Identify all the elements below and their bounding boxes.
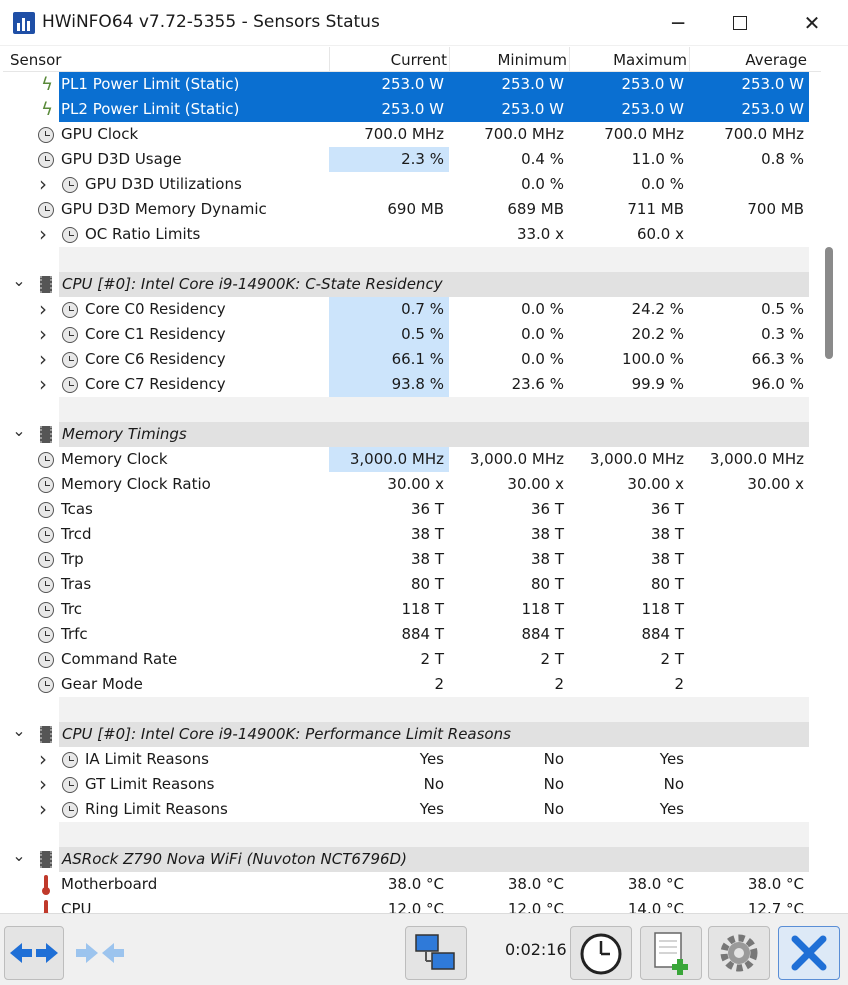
sensor-label: GPU Clock bbox=[61, 125, 139, 143]
clock-icon bbox=[38, 627, 54, 643]
clock-icon bbox=[38, 477, 54, 493]
maximum-value: 80 T bbox=[650, 575, 684, 593]
clock-icon bbox=[38, 152, 54, 168]
current-value: Yes bbox=[419, 800, 444, 818]
column-header-current[interactable]: Current bbox=[390, 51, 447, 69]
average-value: 0.3 % bbox=[761, 325, 804, 343]
sensor-group-header[interactable] bbox=[3, 722, 821, 747]
minimum-value: 38 T bbox=[530, 550, 564, 568]
minimum-value: 0.0 % bbox=[521, 350, 564, 368]
expand-chevron-icon[interactable]: › bbox=[39, 222, 47, 246]
close-x-icon bbox=[789, 933, 829, 973]
expand-chevron-icon[interactable]: › bbox=[39, 747, 47, 771]
average-value: 96.0 % bbox=[751, 375, 804, 393]
minimum-value: 0.0 % bbox=[521, 325, 564, 343]
current-value: 12.0 °C bbox=[387, 900, 444, 913]
column-header-maximum[interactable]: Maximum bbox=[613, 51, 687, 69]
maximum-value: 38.0 °C bbox=[627, 875, 684, 893]
clock-icon bbox=[62, 302, 78, 318]
expand-chevron-icon[interactable]: › bbox=[39, 297, 47, 321]
sensor-group-header[interactable] bbox=[3, 422, 821, 447]
clock-icon bbox=[38, 127, 54, 143]
sensor-label: Core C6 Residency bbox=[85, 350, 226, 368]
sensor-row[interactable] bbox=[3, 497, 821, 522]
close-icon: ✕ bbox=[803, 11, 821, 35]
sensor-row[interactable] bbox=[3, 347, 821, 372]
maximize-icon bbox=[733, 16, 747, 30]
sensor-label: CPU bbox=[61, 900, 92, 913]
sensor-label: Trcd bbox=[61, 525, 92, 543]
chip-icon bbox=[40, 851, 52, 868]
sensor-label: GPU D3D Usage bbox=[61, 150, 182, 168]
spacer-row bbox=[3, 247, 821, 272]
average-value bbox=[689, 522, 809, 547]
minimum-value: 0.0 % bbox=[521, 300, 564, 318]
sensor-row[interactable] bbox=[3, 297, 821, 322]
average-value: 30.00 x bbox=[747, 475, 804, 493]
sensor-row[interactable] bbox=[3, 172, 821, 197]
converge-arrows-icon bbox=[74, 938, 126, 968]
sensor-label: PL1 Power Limit (Static) bbox=[61, 75, 240, 93]
sensor-row[interactable] bbox=[3, 197, 821, 222]
sensor-row[interactable] bbox=[3, 222, 821, 247]
column-header-average[interactable]: Average bbox=[745, 51, 807, 69]
clock-icon bbox=[62, 352, 78, 368]
minimum-value: No bbox=[543, 750, 564, 768]
sensor-label: Tras bbox=[61, 575, 92, 593]
minimum-value: 884 T bbox=[521, 625, 564, 643]
sensor-label: Trfc bbox=[61, 625, 88, 643]
average-value bbox=[689, 797, 809, 822]
maximum-value: 253.0 W bbox=[621, 100, 684, 118]
average-value bbox=[689, 772, 809, 797]
average-value: 12.7 °C bbox=[747, 900, 804, 913]
average-value bbox=[689, 672, 809, 697]
minimum-value: 2 bbox=[554, 675, 564, 693]
minimum-value: 33.0 x bbox=[516, 225, 564, 243]
clock-icon bbox=[62, 777, 78, 793]
title-bar bbox=[0, 0, 848, 46]
close-window-button[interactable] bbox=[782, 0, 842, 46]
average-value: 700.0 MHz bbox=[724, 125, 804, 143]
sensor-row[interactable] bbox=[3, 472, 821, 497]
current-value: 36 T bbox=[410, 500, 444, 518]
sensor-label: Core C0 Residency bbox=[85, 300, 226, 318]
maximum-value: 60.0 x bbox=[636, 225, 684, 243]
average-value: 0.8 % bbox=[761, 150, 804, 168]
minimum-value: 23.6 % bbox=[511, 375, 564, 393]
average-value: 0.5 % bbox=[761, 300, 804, 318]
column-header-minimum[interactable]: Minimum bbox=[497, 51, 567, 69]
sensor-row[interactable] bbox=[3, 597, 821, 622]
sensor-row[interactable] bbox=[3, 547, 821, 572]
current-value: 2 bbox=[434, 675, 444, 693]
average-value bbox=[689, 547, 809, 572]
current-value: 0.7 % bbox=[329, 297, 449, 322]
minimum-value: 38 T bbox=[530, 525, 564, 543]
settings-button[interactable] bbox=[708, 926, 770, 980]
sensor-row[interactable] bbox=[3, 897, 821, 913]
vertical-scrollbar[interactable] bbox=[822, 47, 836, 913]
add-log-file-icon bbox=[649, 929, 693, 977]
sensor-label: OC Ratio Limits bbox=[85, 225, 201, 243]
maximum-value: 100.0 % bbox=[622, 350, 684, 368]
expand-chevron-icon[interactable]: › bbox=[39, 372, 47, 396]
maximum-value: 14.0 °C bbox=[627, 900, 684, 913]
thermometer-icon bbox=[41, 900, 51, 913]
current-value: 30.00 x bbox=[387, 475, 444, 493]
maximum-value: 711 MB bbox=[627, 200, 684, 218]
navigate-left-right-button[interactable] bbox=[4, 926, 64, 980]
maximum-value: 253.0 W bbox=[621, 75, 684, 93]
clock-icon bbox=[38, 652, 54, 668]
sensor-row[interactable] bbox=[3, 447, 821, 472]
sensor-label: Gear Mode bbox=[61, 675, 143, 693]
network-computers-icon bbox=[412, 931, 460, 975]
maximum-value: 700.0 MHz bbox=[604, 125, 684, 143]
clock-icon bbox=[38, 552, 54, 568]
sensor-label: Memory Clock Ratio bbox=[61, 475, 211, 493]
chip-icon bbox=[40, 276, 52, 293]
sensor-label: Core C1 Residency bbox=[85, 325, 226, 343]
current-value: No bbox=[423, 775, 444, 793]
minimum-value: No bbox=[543, 775, 564, 793]
minimum-value: 3,000.0 MHz bbox=[469, 450, 564, 468]
current-value: 38 T bbox=[410, 525, 444, 543]
sensor-label: Trc bbox=[61, 600, 83, 618]
average-value bbox=[689, 497, 809, 522]
current-value bbox=[329, 172, 449, 197]
close-sensors-button[interactable] bbox=[778, 926, 840, 980]
sensor-label: GPU D3D Memory Dynamic bbox=[61, 200, 267, 218]
minimum-value: 0.4 % bbox=[521, 150, 564, 168]
maximum-value: 38 T bbox=[650, 550, 684, 568]
sensor-group-header[interactable] bbox=[3, 272, 821, 297]
clock-icon bbox=[38, 577, 54, 593]
expand-chevron-icon[interactable]: › bbox=[39, 322, 47, 346]
bottom-toolbar bbox=[0, 913, 848, 985]
current-value: 0.5 % bbox=[329, 322, 449, 347]
clock-icon bbox=[62, 752, 78, 768]
maximum-value: 11.0 % bbox=[631, 150, 684, 168]
sensor-label: Ring Limit Reasons bbox=[85, 800, 228, 818]
column-header-row bbox=[3, 47, 821, 72]
current-value: 2.3 % bbox=[329, 147, 449, 172]
minimum-value: 12.0 °C bbox=[507, 900, 564, 913]
window-title: HWiNFO64 v7.72-5355 - Sensors Status bbox=[42, 12, 380, 32]
gear-icon bbox=[716, 930, 762, 976]
sensor-row[interactable] bbox=[3, 772, 821, 797]
elapsed-timer: 0:02:16 bbox=[505, 940, 567, 959]
current-value: Yes bbox=[419, 750, 444, 768]
average-value bbox=[689, 572, 809, 597]
current-value: 38.0 °C bbox=[387, 875, 444, 893]
current-value: 253.0 W bbox=[381, 75, 444, 93]
maximum-value: No bbox=[663, 775, 684, 793]
maximum-value: 2 T bbox=[660, 650, 684, 668]
sensor-label: Motherboard bbox=[61, 875, 158, 893]
average-value bbox=[689, 747, 809, 772]
bolt-icon: ϟ bbox=[41, 99, 53, 120]
sensor-row[interactable] bbox=[3, 97, 821, 122]
chip-icon bbox=[40, 726, 52, 743]
collapse-chevron-icon[interactable]: ⌄ bbox=[12, 421, 26, 440]
minimum-value: 689 MB bbox=[507, 200, 564, 218]
maximum-value: 884 T bbox=[641, 625, 684, 643]
collapse-chevron-icon[interactable]: ⌄ bbox=[12, 721, 26, 740]
sensor-row[interactable] bbox=[3, 797, 821, 822]
minimize-button[interactable] bbox=[648, 0, 708, 46]
current-value: 66.1 % bbox=[329, 347, 449, 372]
stopwatch-icon bbox=[577, 929, 625, 977]
current-value: 253.0 W bbox=[381, 100, 444, 118]
sensor-row[interactable] bbox=[3, 622, 821, 647]
sensor-table[interactable] bbox=[3, 47, 821, 913]
sensor-label: Trp bbox=[61, 550, 84, 568]
current-value: 118 T bbox=[401, 600, 444, 618]
average-value bbox=[689, 622, 809, 647]
maximum-value: Yes bbox=[659, 800, 684, 818]
minimum-value: 253.0 W bbox=[501, 100, 564, 118]
current-value: 3,000.0 MHz bbox=[329, 447, 449, 472]
maximum-value: 36 T bbox=[650, 500, 684, 518]
collapse-chevron-icon[interactable]: ⌄ bbox=[12, 846, 26, 865]
sensor-row[interactable] bbox=[3, 122, 821, 147]
spacer-row bbox=[3, 397, 821, 422]
minimum-value: 253.0 W bbox=[501, 75, 564, 93]
double-arrow-icon bbox=[8, 938, 60, 968]
spacer-row bbox=[3, 822, 821, 847]
clock-icon bbox=[62, 177, 78, 193]
maximize-button[interactable] bbox=[710, 0, 770, 46]
clock-icon bbox=[62, 327, 78, 343]
sensor-label: PL2 Power Limit (Static) bbox=[61, 100, 240, 118]
group-label: CPU [#0]: Intel Core i9-14900K: Performance Limit Reasons bbox=[62, 725, 511, 743]
sensor-row[interactable] bbox=[3, 672, 821, 697]
sensor-row[interactable] bbox=[3, 747, 821, 772]
minimum-value: 36 T bbox=[530, 500, 564, 518]
current-value: 884 T bbox=[401, 625, 444, 643]
minimum-value: 700.0 MHz bbox=[484, 125, 564, 143]
minimum-value: 118 T bbox=[521, 600, 564, 618]
average-value: 3,000.0 MHz bbox=[709, 450, 804, 468]
maximum-value: Yes bbox=[659, 750, 684, 768]
sensor-row[interactable] bbox=[3, 372, 821, 397]
clock-icon bbox=[38, 677, 54, 693]
current-value: 93.8 % bbox=[329, 372, 449, 397]
maximum-value: 24.2 % bbox=[631, 300, 684, 318]
hwinfo-app-icon bbox=[13, 12, 35, 34]
clock-icon bbox=[38, 202, 54, 218]
sensor-row[interactable] bbox=[3, 522, 821, 547]
clock-icon bbox=[62, 802, 78, 818]
sensor-label: Memory Clock bbox=[61, 450, 168, 468]
clock-icon bbox=[38, 452, 54, 468]
minimum-value: No bbox=[543, 800, 564, 818]
maximum-value: 0.0 % bbox=[641, 175, 684, 193]
sensor-row[interactable] bbox=[3, 72, 821, 97]
average-value bbox=[689, 222, 809, 247]
average-value bbox=[689, 172, 809, 197]
sensor-row[interactable] bbox=[3, 872, 821, 897]
current-value: 38 T bbox=[410, 550, 444, 568]
scrollbar-thumb[interactable] bbox=[825, 247, 833, 359]
reset-timer-button[interactable] bbox=[570, 926, 632, 980]
average-value bbox=[689, 647, 809, 672]
minimum-value: 30.00 x bbox=[507, 475, 564, 493]
bolt-icon: ϟ bbox=[41, 74, 53, 95]
average-value bbox=[689, 597, 809, 622]
clock-icon bbox=[62, 227, 78, 243]
minimum-value: 0.0 % bbox=[521, 175, 564, 193]
clock-icon bbox=[38, 502, 54, 518]
minimize-icon: ─ bbox=[671, 11, 685, 35]
clock-icon bbox=[62, 377, 78, 393]
average-value: 253.0 W bbox=[741, 100, 804, 118]
expand-chevron-icon[interactable]: › bbox=[39, 772, 47, 796]
current-value: 700.0 MHz bbox=[364, 125, 444, 143]
sensor-label: GPU D3D Utilizations bbox=[85, 175, 242, 193]
expand-chevron-icon[interactable]: › bbox=[39, 797, 47, 821]
collapse-arrows-button[interactable] bbox=[70, 926, 130, 980]
sensor-row[interactable] bbox=[3, 572, 821, 597]
sensor-row[interactable] bbox=[3, 147, 821, 172]
maximum-value: 2 bbox=[674, 675, 684, 693]
network-button[interactable] bbox=[405, 926, 467, 980]
group-label: ASRock Z790 Nova WiFi (Nuvoton NCT6796D) bbox=[62, 850, 407, 868]
chip-icon bbox=[40, 426, 52, 443]
minimum-value: 2 T bbox=[540, 650, 564, 668]
average-value: 700 MB bbox=[747, 200, 804, 218]
clock-icon bbox=[38, 602, 54, 618]
maximum-value: 38 T bbox=[650, 525, 684, 543]
group-label: Memory Timings bbox=[62, 425, 187, 443]
sensor-label: Core C7 Residency bbox=[85, 375, 226, 393]
average-value: 38.0 °C bbox=[747, 875, 804, 893]
sensor-label: Command Rate bbox=[61, 650, 178, 668]
average-value: 66.3 % bbox=[751, 350, 804, 368]
logging-button[interactable] bbox=[640, 926, 702, 980]
sensor-label: IA Limit Reasons bbox=[85, 750, 209, 768]
sensor-row[interactable] bbox=[3, 322, 821, 347]
spacer-row bbox=[3, 697, 821, 722]
sensor-label: GT Limit Reasons bbox=[85, 775, 215, 793]
current-value: 80 T bbox=[410, 575, 444, 593]
expand-chevron-icon[interactable]: › bbox=[39, 347, 47, 371]
sensor-label: Tcas bbox=[61, 500, 93, 518]
maximum-value: 30.00 x bbox=[627, 475, 684, 493]
column-header-sensor[interactable]: Sensor bbox=[10, 51, 62, 69]
sensor-rows bbox=[3, 72, 821, 913]
minimum-value: 80 T bbox=[530, 575, 564, 593]
maximum-value: 3,000.0 MHz bbox=[589, 450, 684, 468]
sensor-group-header[interactable] bbox=[3, 847, 821, 872]
average-value: 253.0 W bbox=[741, 75, 804, 93]
sensor-row[interactable] bbox=[3, 647, 821, 672]
thermometer-icon bbox=[41, 875, 51, 895]
current-value bbox=[329, 222, 449, 247]
current-value: 2 T bbox=[420, 650, 444, 668]
clock-icon bbox=[38, 527, 54, 543]
maximum-value: 20.2 % bbox=[631, 325, 684, 343]
expand-chevron-icon[interactable]: › bbox=[39, 172, 47, 196]
minimum-value: 38.0 °C bbox=[507, 875, 564, 893]
maximum-value: 99.9 % bbox=[631, 375, 684, 393]
current-value: 690 MB bbox=[387, 200, 444, 218]
maximum-value: 118 T bbox=[641, 600, 684, 618]
group-label: CPU [#0]: Intel Core i9-14900K: C-State Residency bbox=[62, 275, 443, 293]
collapse-chevron-icon[interactable]: ⌄ bbox=[12, 271, 26, 290]
